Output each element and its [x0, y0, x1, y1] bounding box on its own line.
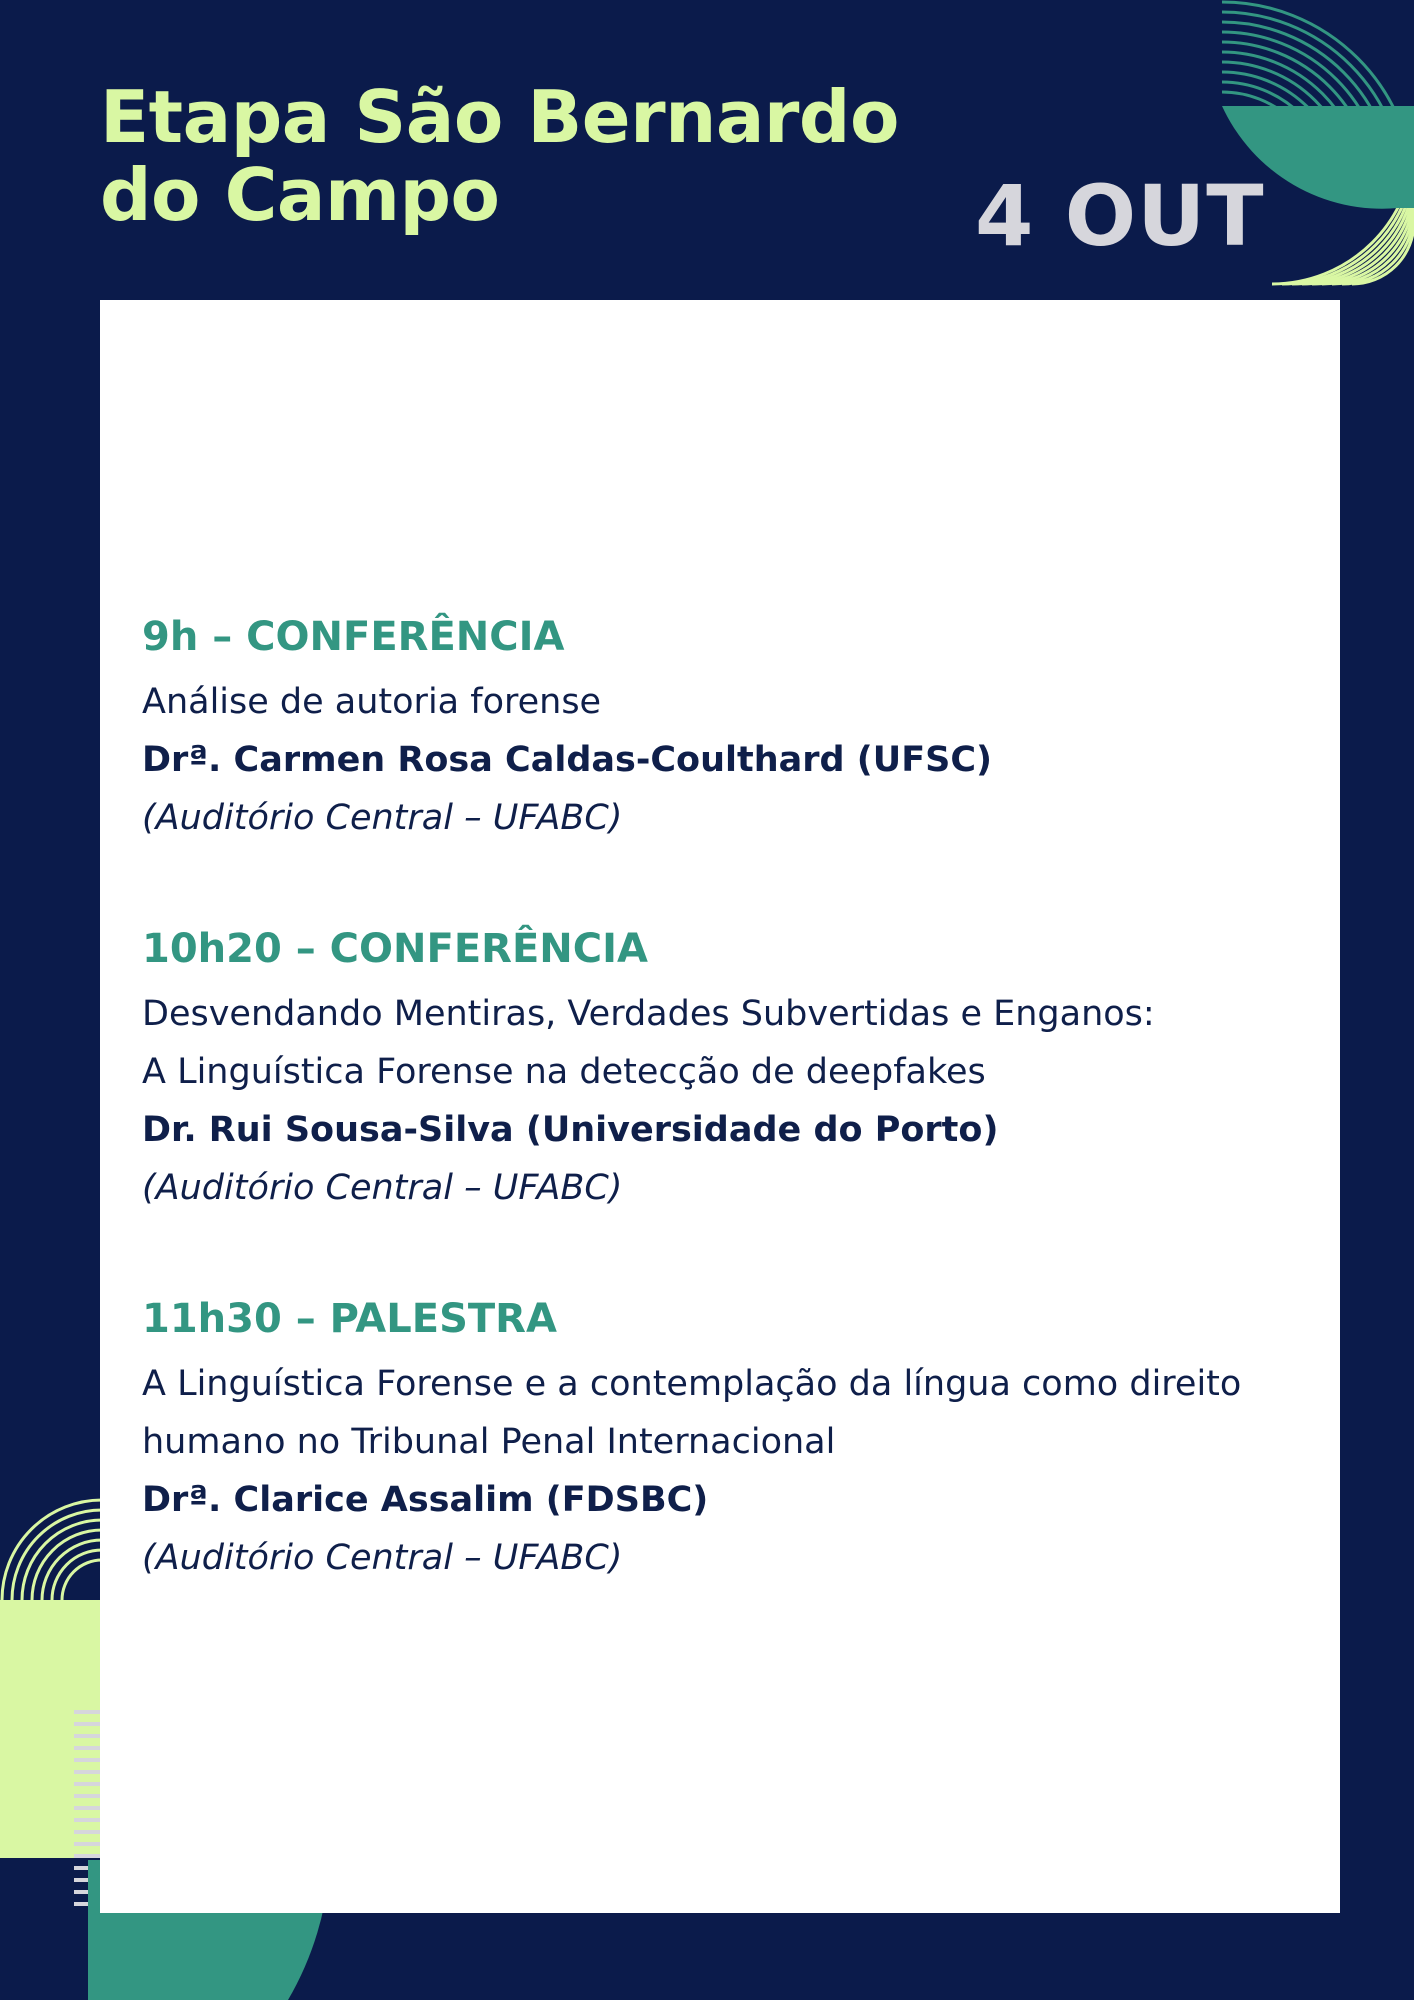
session-item [142, 605, 1312, 847]
session-speaker: Drª. Carmen Rosa Caldas-Coulthard (UFSC) [142, 740, 992, 780]
page-title [100, 75, 920, 237]
session-title: Análise de autoria forense [142, 682, 602, 722]
session-title: A Linguística Forense na detecção de deepfakes [142, 1052, 986, 1092]
session-venue: (Auditório Central – UFABC) [142, 798, 623, 838]
session-title: Desvendando Mentiras, Verdades Subvertidas e Enganos: [142, 994, 1155, 1034]
session-item [142, 1287, 1312, 1587]
title-line: do Campo [100, 153, 500, 237]
session-venue: (Auditório Central – UFABC) [142, 1168, 623, 1208]
session-list [142, 605, 1312, 1657]
session-heading: 11h30 – PALESTRA [142, 1296, 557, 1342]
session-speaker: Drª. Clarice Assalim (FDSBC) [142, 1480, 709, 1520]
schedule-card [100, 300, 1340, 1913]
session-item [142, 917, 1312, 1217]
session-speaker: Dr. Rui Sousa-Silva (Universidade do Porto) [142, 1110, 999, 1150]
session-title: humano no Tribunal Penal Internacional [142, 1422, 836, 1462]
title-line: Etapa São Bernardo [100, 75, 899, 159]
top-right-arcs-decoration [1210, 0, 1414, 330]
session-title: A Linguística Forense e a contemplação da língua como direito [142, 1364, 1242, 1404]
event-date: 4 OUT [975, 167, 1265, 265]
session-heading: 9h – CONFERÊNCIA [142, 614, 565, 660]
session-heading: 10h20 – CONFERÊNCIA [142, 926, 648, 972]
session-venue: (Auditório Central – UFABC) [142, 1538, 623, 1578]
